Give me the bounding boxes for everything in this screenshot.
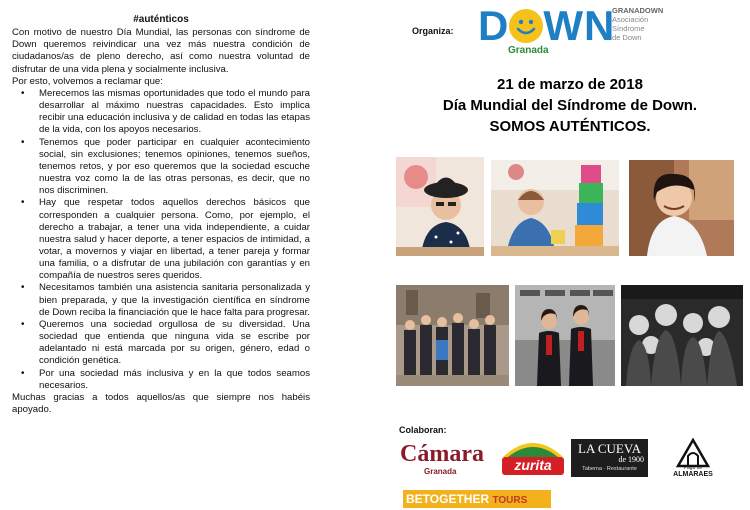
assoc-line: Asociación	[612, 15, 649, 24]
betogether-wordmark: BETOGETHER	[406, 492, 490, 506]
zurita-logo	[500, 435, 566, 477]
zurita-wordmark: zurita	[514, 457, 552, 473]
down-logo-letter-d: D	[478, 2, 510, 49]
assoc-line: GRANADOWN	[612, 6, 664, 15]
betogether-tours-logo	[403, 490, 551, 508]
photo-party-group	[621, 285, 743, 386]
event-date: 21 de marzo de 2018	[497, 76, 643, 93]
down-logo-wordmark	[478, 4, 615, 48]
down-logo-letters-wn: WN	[543, 2, 616, 49]
la-cueva-name: LA CUEVA	[578, 441, 641, 456]
event-name: Día Mundial del Síndrome de Down.	[442, 97, 698, 114]
manifesto-closing: Muchas gracias a todos aquellos/as que siempre nos habéis apoyado.	[12, 391, 310, 415]
manifesto-title: #auténticos	[133, 14, 189, 25]
down-granada-logo	[478, 4, 674, 62]
betogether-tours: TOURS	[492, 495, 528, 506]
down-logo-city: Granada	[508, 45, 549, 56]
collaborators-label: Colaboran:	[399, 425, 447, 435]
photo-two-women	[515, 285, 615, 386]
demands-list	[12, 88, 310, 392]
demand-item: • Hay que respetar todos aquellos derechos básicos que corresponden a cualquier persona. Como, por ejemplo, el derecho a trabajar, a tener una vida independiente, a cuidar nuestra salud y hacer deporte, a tener espacios de intimidad, a votar, a movernos y viajar en libertad, a tener pareja y formar una familia, o a disfrutar de una jubilación con garantías y en compañía de nuestros seres queridos.	[12, 197, 310, 282]
event-slogan: SOMOS AUTÉNTICOS.	[489, 118, 651, 135]
manifesto-lead: Por esto, volvemos a reclamar que:	[12, 75, 163, 87]
event-heading	[400, 74, 740, 137]
la-cueva-logo	[571, 439, 648, 477]
almaraes-name: ALMARAES	[673, 471, 713, 478]
camara-granada-logo	[400, 440, 492, 478]
smiley-icon	[509, 9, 543, 43]
demand-item: • Por una sociedad más inclusiva y en la que todos seamos necesarios.	[12, 368, 310, 392]
association-name	[612, 6, 663, 42]
camara-city: Granada	[424, 467, 457, 476]
photo-child-with-blocks	[491, 160, 619, 256]
la-cueva-tagline: Taberna · Restaurante	[582, 466, 637, 472]
la-cueva-year: de 1900	[618, 455, 644, 464]
photo-group-street	[396, 285, 509, 386]
camara-initial: C	[400, 441, 418, 467]
assoc-line: de Down	[612, 33, 642, 42]
demand-item: • Necesitamos también una asistencia sanitaria personalizada y bien preparada, y que la investigación científica en síndrome de Down reciba la financiación que le hace falta para progresar.	[12, 282, 310, 318]
almaraes-prefix: Pago de	[683, 465, 703, 471]
organizer-label: Organiza:	[412, 26, 454, 36]
assoc-line: Síndrome	[612, 24, 645, 33]
photo-child-with-hat	[396, 157, 484, 256]
camara-name: ámara	[417, 441, 484, 467]
demand-item: • Tenemos que poder participar en cualquier acontecimiento social, sin exclusiones; tenemos opiniones, tenemos sueños, tenemos retos, y por eso queremos que la sociedad escuche nuestra voz como la de las otras personas, es decir, que no nos discriminen.	[12, 137, 310, 198]
photo-girl-smiling	[629, 160, 734, 256]
demand-item: • Merecemos las mismas oportunidades que todo el mundo para desarrollar al máximo nuestras capacidades. Esto implica recibir una educación inclusiva y de calidad en todas las etapas de la vida, con los apoyos necesarios.	[12, 88, 310, 137]
manifesto-column	[12, 14, 310, 416]
demand-item: • Queremos una sociedad orgullosa de su diversidad. Una sociedad que entienda que ninguna vida se escribe por adelantado ni está marcada por su origen, género, edad o condición genética.	[12, 319, 310, 368]
manifesto-intro: Con motivo de nuestro Día Mundial, las personas con síndrome de Down queremos reivindicar una vez más nuestra condición de ciudadanos/as de pleno derecho, así como nuestra voluntad de disfrutar de una vida plena y socialmente inclusiva.	[12, 27, 310, 75]
almaraes-logo	[668, 438, 718, 480]
